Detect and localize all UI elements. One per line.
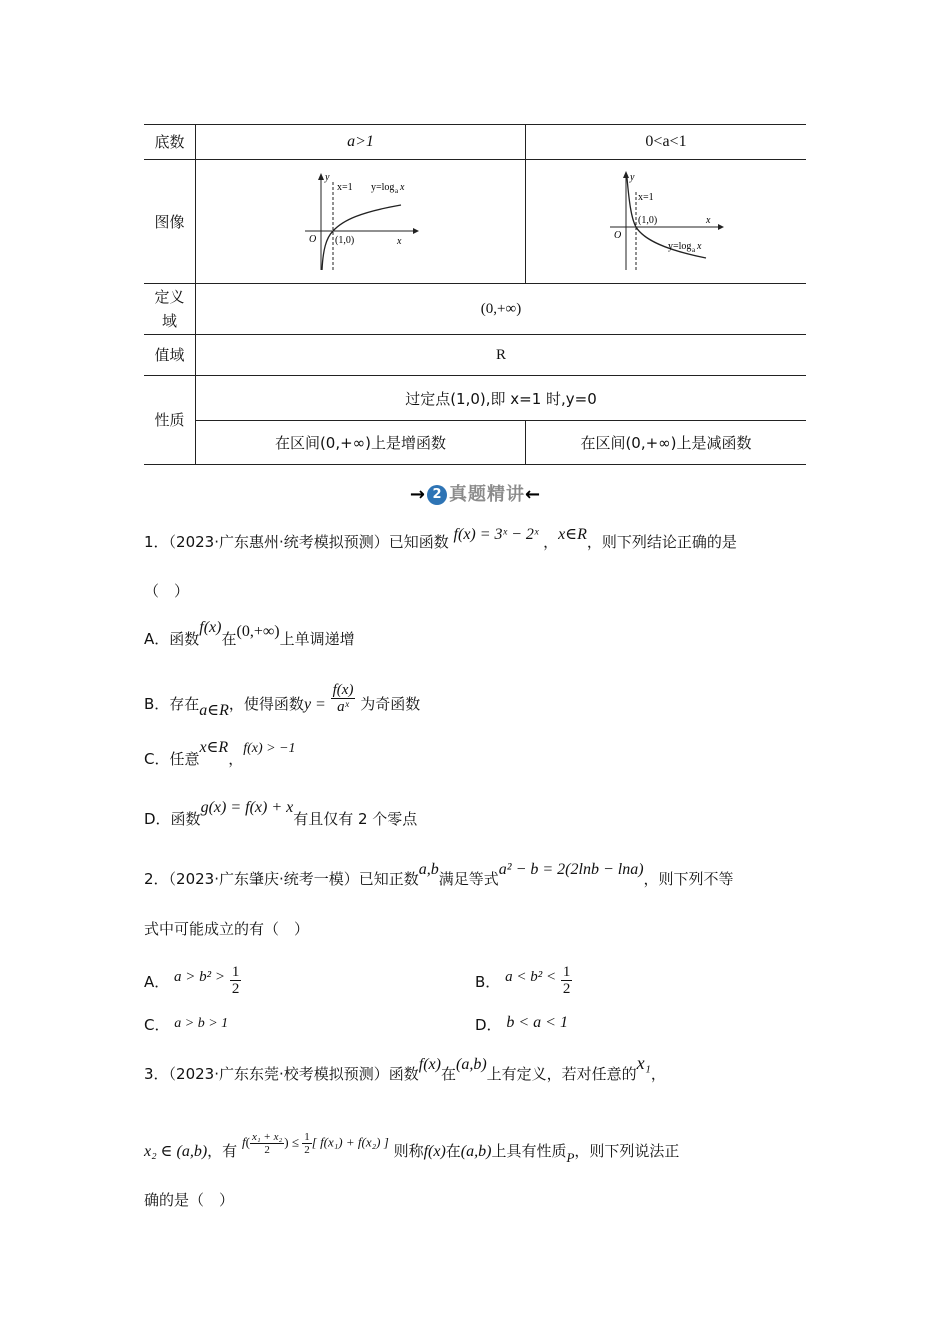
row-label-base: 底数 — [144, 125, 196, 160]
question-2-line2: 式中可能成立的有（ ） — [144, 920, 310, 938]
svg-text:(1,0): (1,0) — [638, 214, 658, 226]
svg-text:x=1: x=1 — [336, 181, 353, 193]
svg-text:y: y — [324, 171, 329, 183]
graph-decreasing-cell — [526, 160, 807, 284]
svg-text:O: O — [614, 229, 622, 241]
row-label-domain: 定义域 — [144, 284, 196, 335]
range-value: R — [196, 335, 807, 376]
option-2d[interactable]: D． b < a < 1 — [475, 1014, 568, 1034]
option-1c[interactable]: C．任意x∈R，f(x) > −1 — [144, 739, 296, 768]
svg-text:(1,0): (1,0) — [334, 234, 354, 246]
graph-increasing-cell — [196, 160, 526, 284]
svg-text:x: x — [706, 214, 711, 226]
log-function-property-table — [144, 124, 806, 465]
question-1-stem: 1．（2023·广东惠州·统考模拟预测）已知函数 f(x) = 3ˣ − 2ˣ ，x∈R，则下列结论正确的是 — [144, 526, 737, 551]
option-1a[interactable]: A．函数f(x)在(0,+∞)上单调递增 — [144, 619, 355, 648]
option-2a[interactable]: A． a > b² > $\frac{1}{2}$ — [144, 964, 240, 997]
option-2c[interactable]: C． a > b > 1 — [144, 1016, 229, 1034]
question-number: 1． — [144, 533, 169, 551]
svg-text:x: x — [399, 181, 404, 193]
svg-text:a: a — [692, 245, 696, 254]
table-row-graph — [144, 160, 806, 284]
log-graph-increasing — [301, 170, 421, 274]
row-label-graph: 图像 — [144, 160, 196, 284]
option-1d[interactable]: D．函数g(x) = f(x) + x有且仅有 2 个零点 — [144, 799, 418, 828]
section-title — [0, 480, 950, 506]
svg-text:y=log: y=log — [370, 181, 394, 193]
svg-text:x=1: x=1 — [638, 191, 654, 203]
log-graph-decreasing — [606, 170, 726, 274]
row-label-property: 性质 — [144, 376, 196, 465]
svg-text:x: x — [697, 240, 702, 252]
table-row-property-mono — [144, 421, 806, 465]
table-row-property-common — [144, 376, 806, 421]
base-gt-one: a>1 — [196, 125, 526, 160]
arrow-right-icon: ← — [525, 484, 541, 505]
svg-text:x: x — [396, 235, 401, 247]
fraction-f-over-ax: $\frac{f(x)}{\text{aˣ}}$ — [332, 682, 354, 715]
arrow-left-icon: → — [409, 484, 425, 505]
svg-text:a: a — [394, 186, 398, 195]
question-2-stem: 2．（2023·广东肇庆·统考一模）已知正数a,b满足等式a² − b = 2(2lnb − lna)，则下列不等 — [144, 861, 734, 888]
question-3-stem: 3．（2023·广东东莞·校考模拟预测）函数f(x)在(a,b)上有定义，若对任意的x₁， — [144, 1053, 666, 1083]
svg-text:y=log: y=log — [668, 240, 692, 252]
formula-domain: x∈R — [558, 526, 587, 543]
jensen-inequality: f( $\frac{\text{x₁ + x₂}}{2}$ ) ≤ $\frac{1}{2}$ [ f(x₁) + f(x₂) ] — [241, 1130, 389, 1156]
question-3-condition: x₂ ∈ (a,b)，有 f( $\frac{\text{x₁ + x₂}}{2}$ ) ≤ $\frac{1}{2}$ [ f(x₁) + f(x₂) ] 则称f(x)在(a,b)上具有性质P，则下列说法正 — [144, 1130, 680, 1165]
section-number-badge: 2 — [427, 485, 447, 505]
table-row-range — [144, 335, 806, 376]
svg-text:O: O — [308, 233, 316, 245]
option-2b[interactable]: B． a < b² < $\frac{1}{2}$ — [475, 964, 571, 997]
table-row-base — [144, 125, 806, 160]
base-between-zero-one: 0<a<1 — [526, 125, 807, 160]
formula-f: f(x) = 3ˣ − 2ˣ — [453, 526, 539, 543]
option-1b[interactable]: B．存在a∈R，使得函数y = $\frac{f(x)}{\text{aˣ}}$ 为奇函数 — [144, 682, 421, 719]
question-1-paren: （ ） — [144, 582, 190, 600]
section-title-text: 真题精讲 — [449, 484, 525, 505]
row-label-range: 值域 — [144, 335, 196, 376]
domain-value: (0,+∞) — [196, 284, 807, 335]
property-decreasing: 在区间(0,+∞)上是减函数 — [526, 421, 807, 465]
question-source: （2023·广东惠州·统考模拟预测）已知函数 — [168, 533, 449, 551]
property-fixed-point: 过定点(1,0),即 x=1 时,y=0 — [196, 376, 807, 421]
question-ask: ，则下列结论正确的是 — [586, 533, 737, 551]
question-3-line3: 确的是（ ） — [144, 1191, 235, 1209]
table-row-domain — [144, 284, 806, 335]
svg-text:y: y — [630, 171, 635, 183]
property-increasing: 在区间(0,+∞)上是增函数 — [196, 421, 526, 465]
